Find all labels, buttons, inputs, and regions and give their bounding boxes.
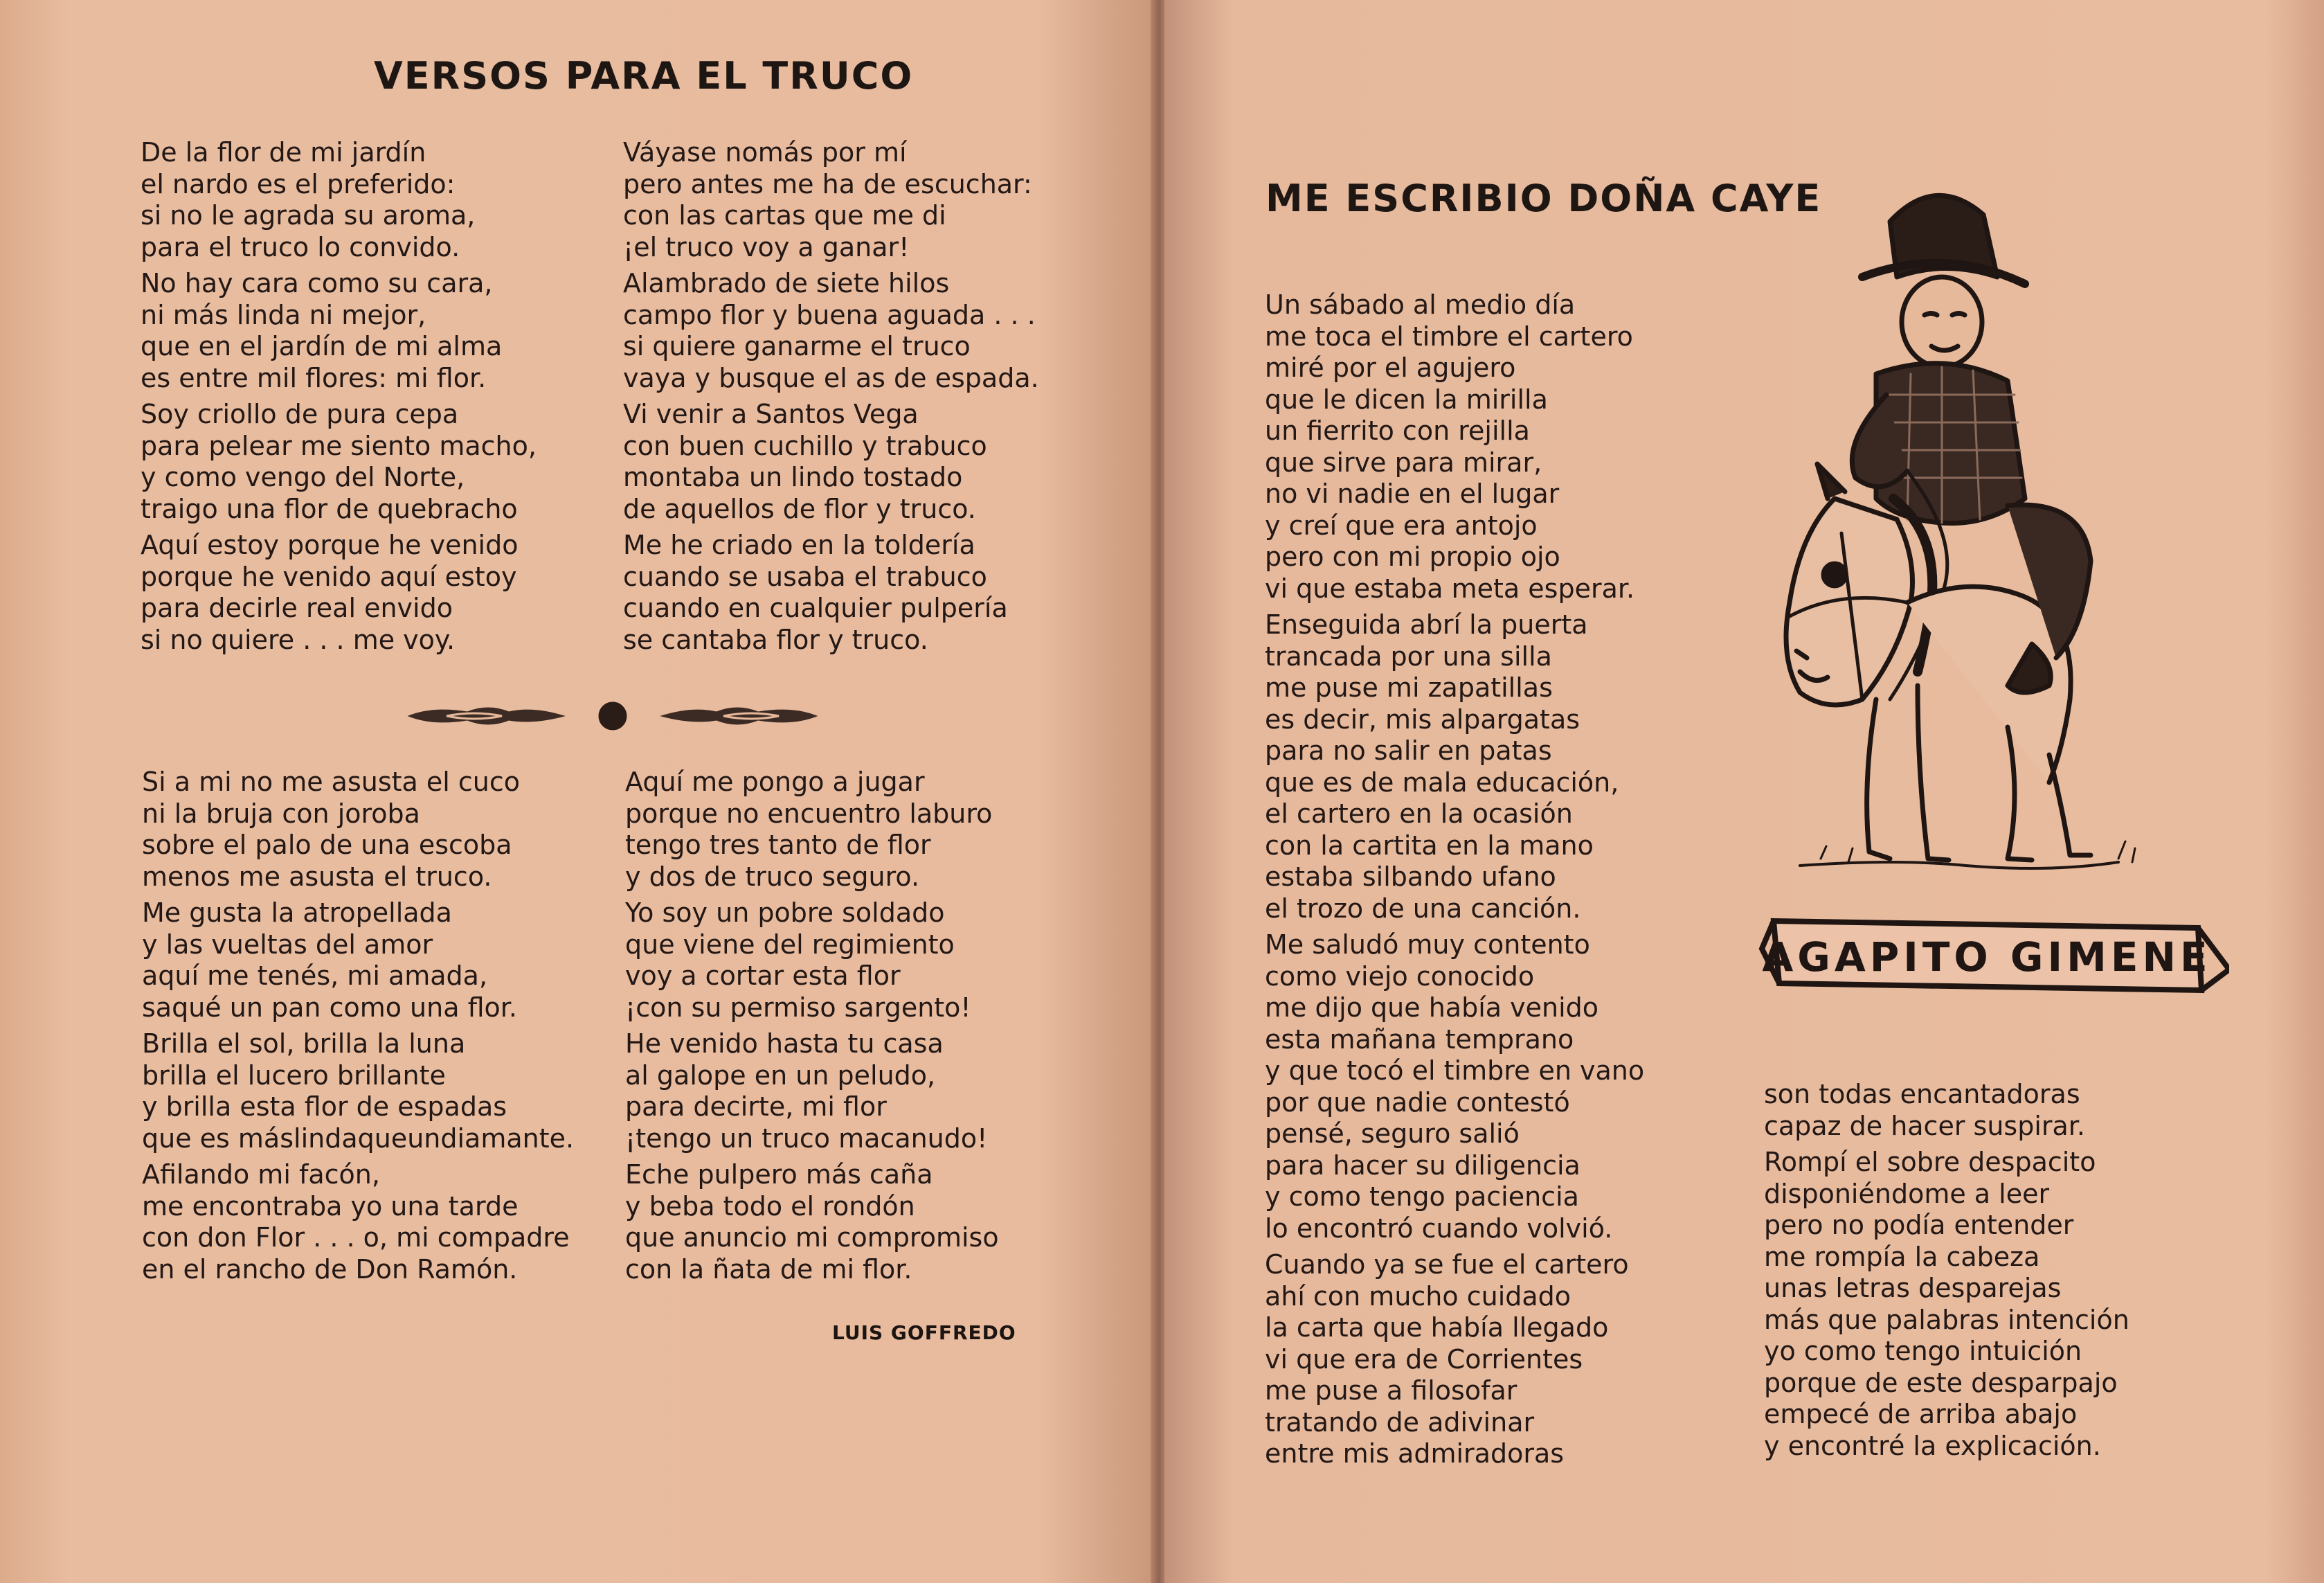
- verse-line: Rompí el sobre despacito: [1764, 1147, 2096, 1177]
- verse-line: para el truco lo convido.: [141, 231, 460, 262]
- verse-line: que anuncio mi compromiso: [625, 1222, 999, 1253]
- stanza: [623, 399, 1039, 525]
- verse-line: voy a cortar esta flor: [625, 960, 901, 991]
- verse-line: Soy criollo de pura cepa: [141, 399, 459, 429]
- verse-line: como viejo conocido: [1265, 960, 1535, 992]
- verse-line: capaz de hacer suspirar.: [1764, 1110, 2086, 1141]
- verse-line: y encontré la explicación.: [1764, 1430, 2101, 1461]
- stanza: [141, 268, 537, 394]
- verse-line: brilla el lucero brillante: [142, 1059, 446, 1091]
- verse-line: Afilando mi facón,: [142, 1159, 380, 1190]
- verse-line: me rompía la cabeza: [1764, 1241, 2040, 1272]
- verse-line: si quiere ganarme el truco: [623, 331, 971, 361]
- verse-line: menos me asusta el truco.: [142, 861, 492, 892]
- left-col2-top-poem: [623, 137, 1039, 661]
- verse-line: Un sábado al medio día: [1265, 289, 1576, 320]
- verse-line: vi que era de Corrientes: [1265, 1343, 1583, 1375]
- verse-line: trancada por una silla: [1265, 641, 1552, 672]
- verse-line: aquí me tenés, mi amada,: [142, 960, 488, 991]
- verse-line: si no quiere . . . me voy.: [141, 624, 456, 655]
- name-banner-text: AGAPITO GIMENE: [1762, 933, 2212, 981]
- verse-line: No hay cara como su cara,: [141, 268, 493, 298]
- verse-line: no vi nadie en el lugar: [1265, 479, 1560, 509]
- verse-line: para decirte, mi flor: [625, 1091, 887, 1122]
- verse-line: ¡con su permiso sargento!: [625, 992, 971, 1023]
- verse-line: el cartero en la ocasión: [1265, 798, 1573, 829]
- verse-line: ¡tengo un truco macanudo!: [625, 1123, 988, 1154]
- verse-line: yo como tengo intuición: [1764, 1336, 2082, 1366]
- stanza: [1764, 1079, 2129, 1142]
- verse-line: que es de mala educación,: [1265, 767, 1619, 798]
- verse-line: con la ñata de mi flor.: [625, 1253, 912, 1285]
- verse-line: que sirve para mirar,: [1265, 447, 1542, 478]
- verse-line: para decirle real envido: [141, 593, 453, 623]
- verse-line: lo encontró cuando volvió.: [1265, 1213, 1613, 1244]
- verse-line: Aquí estoy porque he venido: [141, 530, 519, 560]
- verse-line: me toca el timbre el cartero: [1265, 321, 1633, 352]
- verse-line: y dos de truco seguro.: [625, 861, 920, 892]
- verse-line: cuando se usaba el trabuco: [623, 561, 987, 592]
- verse-line: que viene del regimiento: [625, 929, 955, 960]
- verse-line: tengo tres tanto de flor: [625, 830, 931, 860]
- right-col2-poem: [1764, 1079, 2129, 1467]
- verse-line: que le dicen la mirilla: [1265, 384, 1548, 415]
- verse-line: y como tengo paciencia: [1265, 1181, 1579, 1212]
- verse-line: campo flor y buena aguada . . .: [623, 299, 1036, 330]
- verse-line: unas letras desparejas: [1764, 1273, 2062, 1303]
- stanza: [142, 897, 574, 1023]
- verse-line: ni la bruja con joroba: [142, 798, 420, 829]
- verse-line: Eche pulpero más caña: [625, 1159, 933, 1190]
- right-col1-poem: [1265, 289, 1644, 1475]
- stanza: [1265, 609, 1644, 924]
- verse-line: que en el jardín de mi alma: [141, 331, 503, 361]
- verse-line: con buen cuchillo y trabuco: [623, 430, 987, 461]
- verse-line: me puse mi zapatillas: [1265, 672, 1553, 703]
- verse-line: Alambrado de siete hilos: [623, 268, 950, 298]
- verse-line: el nardo es el preferido:: [141, 168, 456, 199]
- verse-line: Me saludó muy contento: [1265, 929, 1590, 960]
- verse-line: Si a mi no me asusta el cuco: [142, 767, 521, 797]
- verse-line: con la cartita en la mano: [1265, 830, 1594, 861]
- verse-line: un fierrito con rejilla: [1265, 415, 1530, 446]
- verse-line: la carta que había llegado: [1265, 1312, 1609, 1343]
- verse-line: saqué un pan como una flor.: [142, 992, 517, 1023]
- author-signature: LUIS GOFFREDO: [832, 1321, 1016, 1344]
- verse-line: se cantaba flor y truco.: [623, 624, 928, 655]
- verse-line: miré por el agujero: [1265, 352, 1516, 383]
- verse-line: y que tocó el timbre en vano: [1265, 1055, 1645, 1086]
- verse-line: traigo una flor de quebracho: [141, 493, 518, 524]
- name-banner-ribbon: [1762, 921, 2229, 990]
- verse-line: Aquí me pongo a jugar: [625, 767, 925, 797]
- stanza: [142, 767, 574, 893]
- stanza: [141, 530, 537, 656]
- verse-line: más que palabras intención: [1764, 1304, 2129, 1335]
- verse-line: ahí con mucho cuidado: [1265, 1280, 1571, 1312]
- verse-line: Me gusta la atropellada: [142, 897, 452, 928]
- verse-line: pero antes me ha de escuchar:: [623, 168, 1032, 199]
- verse-line: montaba un lindo tostado: [623, 462, 963, 492]
- verse-line: para hacer su diligencia: [1265, 1150, 1580, 1181]
- verse-line: es decir, mis alpargatas: [1265, 704, 1580, 735]
- verse-line: y brilla esta flor de espadas: [142, 1091, 507, 1122]
- verse-line: tratando de adivinar: [1265, 1406, 1535, 1438]
- ornament-divider: [405, 691, 820, 740]
- verse-line: si no le agrada su aroma,: [141, 200, 476, 231]
- verse-line: son todas encantadoras: [1764, 1079, 2080, 1109]
- verse-line: empecé de arriba abajo: [1764, 1399, 2078, 1429]
- verse-line: por que nadie contestó: [1265, 1086, 1570, 1118]
- verse-line: porque he venido aquí estoy: [141, 561, 517, 592]
- verse-line: vi que estaba meta esperar.: [1265, 573, 1635, 604]
- verse-line: porque no encuentro laburo: [625, 798, 993, 829]
- verse-line: Cuando ya se fue el cartero: [1265, 1249, 1629, 1280]
- verse-line: cuando en cualquier pulpería: [623, 593, 1008, 623]
- left-page-title: VERSOS PARA EL TRUCO: [374, 54, 914, 98]
- stanza: [141, 137, 537, 263]
- left-col1-top-poem: [141, 137, 537, 661]
- stanza: [623, 268, 1039, 394]
- stanza: [625, 1028, 999, 1154]
- verse-line: me encontraba yo una tarde: [142, 1190, 519, 1222]
- verse-line: me dijo que había venido: [1265, 992, 1598, 1023]
- verse-line: para pelear me siento macho,: [141, 430, 537, 461]
- verse-line: Yo soy un pobre soldado: [625, 897, 945, 928]
- stanza: [142, 1159, 574, 1285]
- verse-line: disponiéndome a leer: [1764, 1178, 2050, 1209]
- verse-line: con don Flor . . . o, mi compadre: [142, 1222, 570, 1253]
- verse-line: es entre mil flores: mi flor.: [141, 362, 487, 393]
- verse-line: porque de este desparpajo: [1764, 1367, 2118, 1398]
- left-col1-bottom-poem: [142, 767, 574, 1290]
- stanza: [625, 1159, 999, 1285]
- verse-line: el trozo de una canción.: [1265, 893, 1581, 924]
- verse-line: y beba todo el rondón: [625, 1190, 915, 1222]
- stanza: [623, 137, 1039, 263]
- verse-line: Me he criado en la toldería: [623, 530, 975, 560]
- left-col2-bottom-poem: [625, 767, 999, 1290]
- stanza: [141, 399, 537, 525]
- stanza: [1265, 289, 1644, 605]
- verse-line: y creí que era antojo: [1265, 510, 1538, 541]
- verse-line: que es máslindaqueundiamante.: [142, 1123, 575, 1154]
- verse-line: vaya y busque el as de espada.: [623, 362, 1039, 393]
- verse-line: Brilla el sol, brilla la luna: [142, 1028, 466, 1059]
- stanza: [1265, 929, 1644, 1244]
- verse-line: Enseguida abrí la puerta: [1265, 609, 1588, 640]
- verse-line: de aquellos de flor y truco.: [623, 493, 976, 524]
- stanza: [1265, 1249, 1644, 1470]
- stanza: [1764, 1147, 2129, 1462]
- right-page-title: ME ESCRIBIO DOÑA CAYE: [1265, 177, 1822, 220]
- verse-line: sobre el palo de una escoba: [142, 830, 512, 860]
- verse-line: entre mis admiradoras: [1265, 1438, 1565, 1469]
- verse-line: y como vengo del Norte,: [141, 462, 465, 492]
- verse-line: estaba silbando ufano: [1265, 861, 1556, 892]
- verse-line: con las cartas que me di: [623, 200, 946, 231]
- verse-line: He venido hasta tu casa: [625, 1028, 944, 1059]
- verse-line: esta mañana temprano: [1265, 1023, 1574, 1055]
- stanza: [625, 767, 999, 893]
- verse-line: De la flor de mi jardín: [141, 137, 426, 168]
- stanza: [625, 897, 999, 1023]
- verse-line: ni más linda ni mejor,: [141, 299, 426, 330]
- verse-line: ¡el truco voy a ganar!: [623, 231, 910, 262]
- verse-line: al galope en un peludo,: [625, 1059, 936, 1091]
- verse-line: para no salir en patas: [1265, 735, 1552, 766]
- verse-line: pero no podía entender: [1764, 1210, 2074, 1240]
- verse-line: Vi venir a Santos Vega: [623, 399, 919, 429]
- gaucho-on-horse-illustration: [1758, 173, 2229, 1004]
- verse-line: me puse a filosofar: [1265, 1375, 1517, 1406]
- stanza: [142, 1028, 574, 1154]
- verse-line: y las vueltas del amor: [142, 929, 433, 960]
- verse-line: pensé, seguro salió: [1265, 1118, 1520, 1149]
- verse-line: Váyase nomás por mí: [623, 137, 907, 168]
- verse-line: pero con mi propio ojo: [1265, 542, 1560, 572]
- stanza: [623, 530, 1039, 656]
- verse-line: en el rancho de Don Ramón.: [142, 1253, 518, 1285]
